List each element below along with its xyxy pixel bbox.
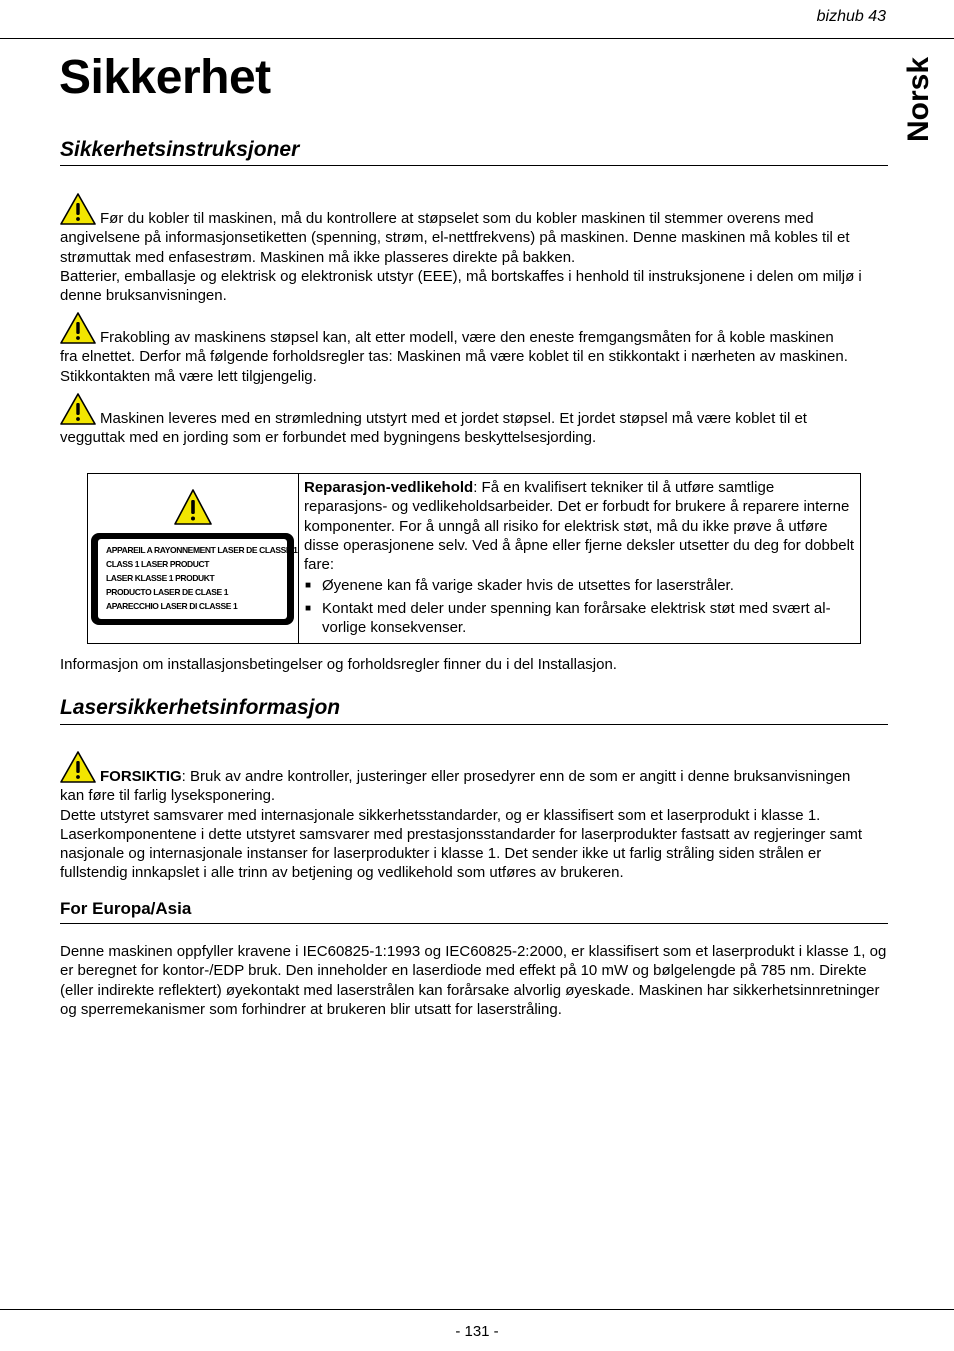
laser-label-line: APPAREIL A RAYONNEMENT LASER DE CLASSE 1	[106, 545, 298, 555]
laser-caution-paragraph	[60, 751, 890, 883]
laser-repair-table	[87, 473, 861, 644]
warning-triangle-icon	[60, 751, 96, 783]
repair-text-cell	[304, 478, 860, 640]
safety-paragraph-2-rest: fra elnettet. Derfor må følgende forholdsregler tas: Maskinen må være koblet til en stikkontakt i nærheten av maskinen. Stikkontakten må være lett tilgjengelig.	[60, 348, 848, 385]
page-title: Sikkerhet	[59, 51, 271, 104]
warning-triangle-icon	[60, 193, 96, 225]
safety-paragraph-1-line1: Før du kobler til maskinen, må du kontrollere at støpselet som du kobler maskinen til stemmer overens med	[100, 210, 814, 227]
safety-paragraph-2	[60, 312, 890, 386]
warning-triangle-icon	[60, 312, 96, 344]
warning-triangle-icon	[174, 489, 212, 525]
section-heading-safety-instructions: Sikkerhetsinstruksjoner	[60, 138, 300, 161]
laser-compliance-text: Dette utstyret samsvarer med internasjonale sikkerhetsstandarder, og er klassifisert som et laserprodukt i klasse 1. Laserkomponentene i dette utstyret samsvarer med prestasjonsstandarder for laserprodukter fastsatt av regjeringer samt nasjonale og internasjonale instanser for laserprodukter i klasse 1. Det sender ikke ut farlig stråling siden strålen er fullstendig innkapslet i alle trinn av betjening og vedlikehold som utføres av brukeren.	[60, 806, 863, 882]
repair-text: : Få en kvalifisert tekniker til å utføre samtlige reparasjons- og vedlikeholdsarbeider. Det er forbudt for brukere å reparere interne komponenter. For å unngå all risiko for elektrisk støt, må du ikke prøve å utføre disse operasjonene selv. Ved å åpne eller fjerne deksler utsetter du deg for dobbelt fare:	[304, 479, 855, 574]
laser-label-line: PRODUCTO LASER DE CLASE 1	[106, 586, 229, 597]
list-item: ■ Kontakt med deler under spenning kan forårsake elektrisk støt med svært al-vorlige konsekvenser.	[322, 599, 860, 638]
safety-paragraph-3-rest: vegguttak med en jording som er forbundet med bygningens beskyttelsesjording.	[60, 429, 597, 447]
safety-paragraph-2-line1: Frakobling av maskinens støpsel kan, alt etter modell, være den eneste fremgangsmåten for å koble maskinen	[100, 329, 834, 346]
caution-label: FORSIKTIG	[100, 768, 182, 785]
laser-label-line: CLASS 1 LASER PRODUCT	[106, 558, 210, 569]
safety-paragraph-3-line1: Maskinen leveres med en strømledning utstyrt med et jordet støpsel. Et jordet støpsel må være koblet til et	[100, 410, 807, 427]
hazard-list	[304, 576, 860, 637]
laser-label-cell	[88, 474, 299, 643]
warning-triangle-icon	[60, 393, 96, 425]
safety-paragraph-3	[60, 393, 890, 448]
list-item: ■ Øyenene kan få varige skader hvis de utsettes for laserstråler.	[322, 576, 860, 595]
page-number: - 131 -	[455, 1323, 499, 1340]
safety-paragraph-1	[60, 193, 890, 305]
language-side-tab	[894, 56, 954, 160]
laser-label-line: LASER KLASSE 1 PRODUKT	[106, 572, 215, 583]
installation-note: Informasjon om installasjonsbetingelser og forholdsregler finner du i del Installasjon.	[60, 656, 617, 673]
class1-laser-label	[91, 533, 298, 625]
laser-label-line: APARECCHIO LASER DI CLASSE 1	[106, 600, 238, 611]
caution-text-rest: kan føre til farlig lyseksponering.	[60, 787, 276, 805]
section-rule	[60, 165, 888, 166]
europe-asia-paragraph: Denne maskinen oppfyller kravene i IEC60825-1:1993 og IEC60825-2:2000, er klassifisert som et laserprodukt i klasse 1, og er beregnet for kontor-/EDP bruk. Den inneholder en laserdiode med effekt på 10 mW og bølgelengde på 785 nm. Direkte (eller indirekte reflektert) øyekontakt med laserstrålen kan forårsake alvorlig øyeskade. Maskinen har sikkerhetsinnretninger og sperremekanismer som forhindrer at brukeren blir utsatt for laserstråling.	[60, 943, 887, 1018]
section-rule	[60, 724, 888, 725]
section-heading-europe-asia: For Europa/Asia	[60, 899, 192, 918]
header-rule	[0, 38, 954, 39]
section-heading-laser-safety: Lasersikkerhetsinformasjon	[60, 696, 341, 719]
caution-text: : Bruk av andre kontroller, justeringer eller prosedyrer enn de som er angitt i denne bruksanvisningen	[181, 768, 851, 785]
safety-paragraph-1b: Batterier, emballasje og elektrisk og elektronisk utstyr (EEE), må bortskaffes i henhold til instruksjonene i delen om miljø i denne bruksanvisningen.	[60, 267, 862, 305]
footer-rule	[0, 1309, 954, 1310]
header-product-name: bizhub 43	[816, 8, 886, 25]
safety-paragraph-1-rest: angivelsene på informasjonsetiketten (spenning, strøm, el-nettfrekvens) på maskinen. Denne maskinen må kobles til et strømuttak med enfasestrøm. Maskinen må ikke plasseres direkte på bakken.	[60, 229, 850, 266]
repair-heading: Reparasjon-vedlikehold	[304, 479, 474, 496]
language-label: Norsk	[902, 56, 935, 142]
section-rule	[60, 923, 888, 924]
